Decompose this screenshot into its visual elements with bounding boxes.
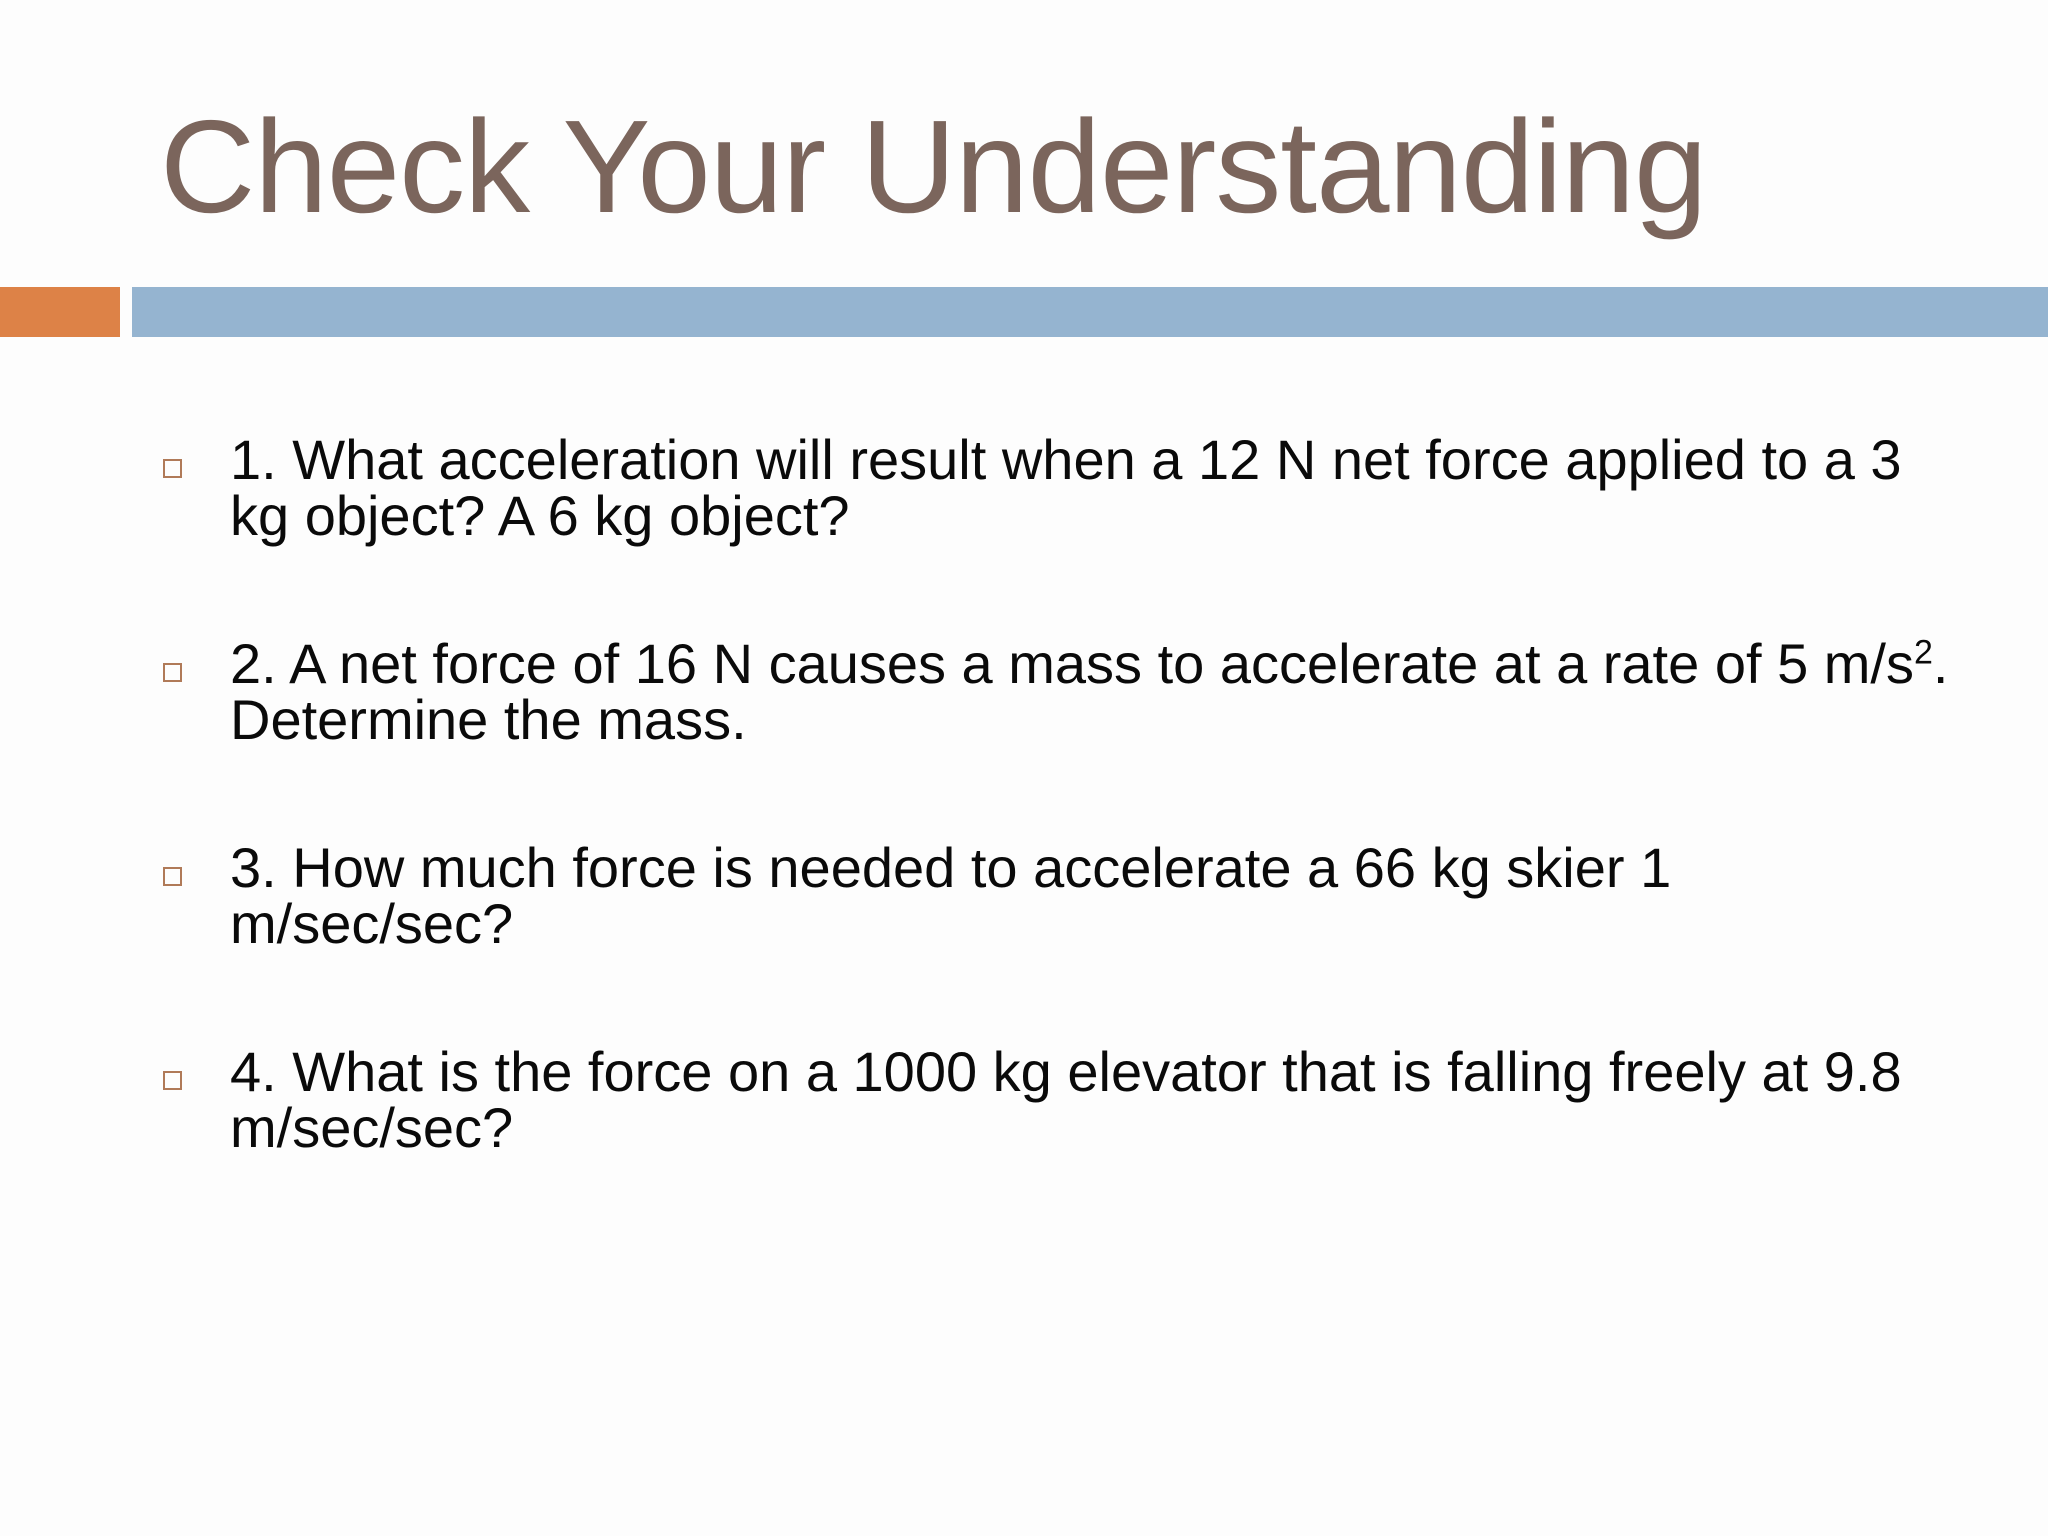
hollow-square-icon <box>163 663 182 682</box>
question-text <box>230 632 1960 751</box>
question-text-part: 2. A net force of 16 N causes a mass to accelerate at a rate of 5 m/s <box>230 632 1914 695</box>
question-4 <box>160 1040 1960 1248</box>
hollow-square-icon <box>163 1071 182 1090</box>
question-1 <box>160 428 1960 636</box>
question-text-part: . Determine the mass. <box>230 632 1949 751</box>
question-text: 1. What acceleration will result when a 12 N net force applied to a 3 kg object? A 6 kg object? <box>230 428 1902 547</box>
slide-title: Check Your Understanding <box>160 93 1707 240</box>
orange-accent-bar <box>0 287 120 337</box>
question-text: 4. What is the force on a 1000 kg elevator that is falling freely at 9.8 m/sec/sec? <box>230 1040 1902 1159</box>
blue-accent-bar <box>132 287 2048 337</box>
superscript: 2 <box>1914 633 1933 672</box>
question-text: 3. How much force is needed to accelerate a 66 kg skier 1 m/sec/sec? <box>230 836 1672 955</box>
question-3 <box>160 836 1960 1044</box>
question-2 <box>160 632 1960 840</box>
question-list <box>160 428 1960 1248</box>
hollow-square-icon <box>163 867 182 886</box>
hollow-square-icon <box>163 459 182 478</box>
